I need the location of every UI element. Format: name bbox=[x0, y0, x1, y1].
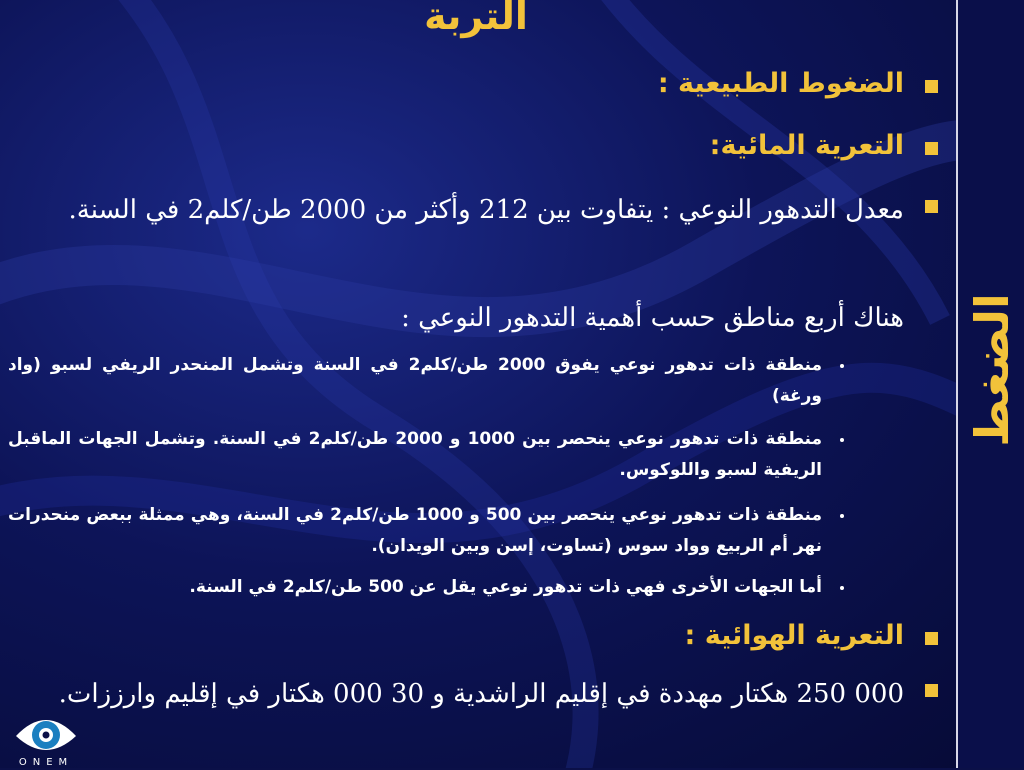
zone-item-1: منطقة ذات تدهور نوعي يفوق 2000 طن/كلم2 في السنة وتشمل المنحدر الريفي لسبو (واد ورغة) bbox=[8, 350, 822, 412]
dot-bullet-icon bbox=[840, 514, 844, 518]
square-bullet-icon bbox=[925, 200, 938, 213]
heading-water-erosion: التعرية المائية: bbox=[710, 130, 904, 161]
wind-threat-paragraph: 000 250 هكتار مهددة في إقليم الراشدية و 30 000 هكتار في إقليم وارززات. bbox=[8, 672, 904, 716]
onem-logo bbox=[6, 706, 86, 766]
square-bullet-icon bbox=[925, 632, 938, 645]
heading-natural-pressures: الضغوط الطبيعية : bbox=[658, 68, 904, 99]
slide-title: التربة bbox=[424, 0, 528, 38]
sidebar-title-text: الضغط bbox=[965, 293, 1019, 447]
square-bullet-icon bbox=[925, 142, 938, 155]
square-bullet-icon bbox=[925, 684, 938, 697]
dot-bullet-icon bbox=[840, 364, 844, 368]
heading-wind-erosion: التعرية الهوائية : bbox=[685, 620, 905, 651]
square-bullet-icon bbox=[925, 80, 938, 93]
onem-logo-icon bbox=[6, 706, 86, 766]
zone-item-4: أما الجهات الأخرى فهي ذات تدهور نوعي يقل عن 500 طن/كلم2 في السنة. bbox=[8, 572, 822, 603]
dot-bullet-icon bbox=[840, 586, 844, 590]
dot-bullet-icon bbox=[840, 438, 844, 442]
logo-text: ONEM bbox=[18, 757, 74, 766]
four-zones-intro: هناك أربع مناطق حسب أهمية التدهور النوعي : bbox=[401, 303, 904, 333]
degradation-rate-paragraph: معدل التدهور النوعي : يتفاوت بين 212 وأكثر من 2000 طن/كلم2 في السنة. bbox=[20, 188, 904, 232]
sidebar-title bbox=[962, 270, 1022, 470]
zone-item-3: منطقة ذات تدهور نوعي ينحصر بين 500 و 1000 طن/كلم2 في السنة، وهي ممثلة ببعض منحدرات نهر أم الربيع وواد سوس (تساوت، إسن وبين الويدان). bbox=[8, 500, 822, 562]
zone-item-2: منطقة ذات تدهور نوعي ينحصر بين 1000 و 2000 طن/كلم2 في السنة. وتشمل الجهات الماقبل الريفية لسبو واللوكوس. bbox=[8, 424, 822, 486]
